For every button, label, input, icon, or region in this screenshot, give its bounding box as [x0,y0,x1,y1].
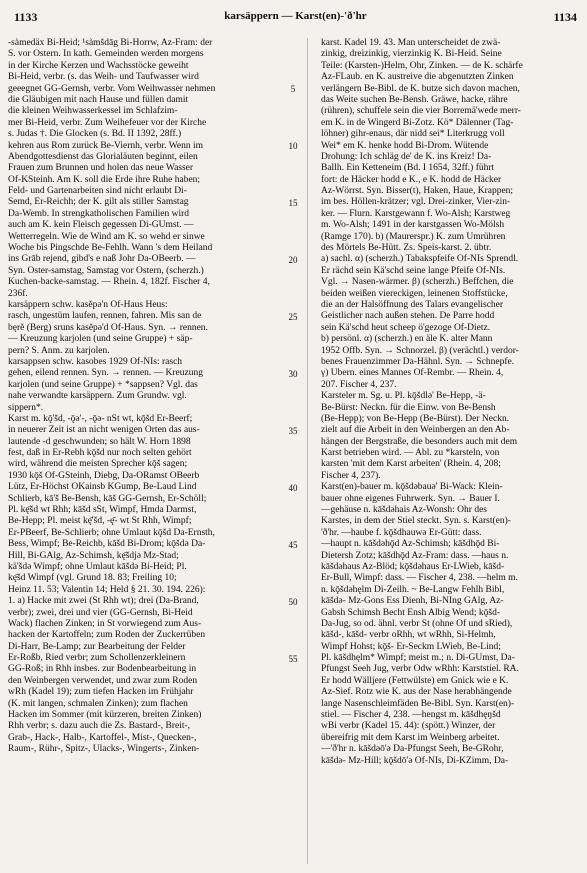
text-line: sippern*. [8,402,44,413]
text-line: sein Kä'schd heut scheep ö'gezoge Of-Dietz. [321,322,491,333]
text-line: Wei* em K. henke hodd Bi-Drom. Wütende [321,140,489,151]
text-line: karsäppern schw. kasĕpə'n Of-Haus Heus: [8,299,168,310]
page-header [14,10,577,28]
line-number: 30 [288,368,298,379]
line-number: 25 [288,311,298,322]
text-line: nahe verwandte karsäppern. Zum Grundw. vgl. [8,391,187,402]
text-line: Az-Wörrst. Syn. Bisser(t), Haken, Haue, Krappen; [321,186,514,197]
text-line: 1930 kǭš Of-GSteinh, Diebg, Da-ORamst OBeerb [8,470,200,481]
text-line: ins Grāb rejend, gibd's e naß Johr Da-OBeerb. — [8,254,196,265]
line-number: 55 [288,653,298,664]
text-line: geeegnet GG-Gernsh, verbr. Vom Weihwasser nehmen [8,83,216,94]
text-line: 'ð'hr. —haube f. kǭšdhauwə Er-Gütt: dass. [321,527,482,538]
text-line: lautende -d geschwunden; so hält W. Horn 1898 [8,436,191,447]
text-line: wRh (Kadel 19); zum tiefen Hacken im Frühjahr [8,687,194,698]
text-line: hängen der Bergstraße, die besonders auch mit dem [321,436,518,447]
text-line: karst. Kadel 19. 43. Man unterscheidet de zwä- [321,38,501,48]
text-line: Ballh. Ein Ketteneim (Bd. I 1654, 32ff.) führt [321,163,495,174]
text-line: Wetterregeln. Wie de Wind am K. so wehd er sinwe [8,231,205,242]
line-number: 40 [288,482,298,493]
text-line: benes Frauenzimmer Da-Hähnl. Syn. → Schnepfe. [321,356,515,367]
text-line: wird, während die meisten Sprecher kǭš sagen; [8,459,188,470]
text-line: —'ð'hr n. kāšdəō'ə Da-Pfungst Seeh, Be-GRohr, [321,744,504,755]
text-line: kāšdəhaus Az-Blöd; kǭšdəhaus Er-LWieb, kāšd- [321,561,505,572]
page-number-left: 1133 [14,10,38,24]
text-line: das Weite suchen Be-Bensh. Gräwe, hacke, rähre [321,94,508,105]
text-line: karsten 'mit dem Karst arbeiten' (Rhein. 4, 208; [321,459,501,470]
text-line: Teile: (Karsten-)Helm, Ohr, Zinken. — de K. schärfe [321,60,523,71]
text-line: Feld- und Gartenarbeiten sind nicht erlaubt Di- [8,186,187,197]
text-line: -sàmedäx Bi-Heid; ¹sàmšdāg Bi-Horrw, Az-Fram: der [8,38,213,48]
line-number: 15 [288,197,298,208]
line-number: 50 [288,596,298,607]
text-line: Az-FLaub. en K. austreive die abgenutzten Zinken [321,72,514,83]
text-line: Kuchen-backe-samstag. — Rhein. 4, 182f. Fischer 4, [8,277,210,288]
text-line: in der Kirche Kerzen und Wachsstöcke geweiht [8,60,189,71]
text-line: Heinz 11. 53; Valentin 14; Held § 21. 30. 194. 226): [8,584,206,595]
text-line: —gehäuse n. kāšdəhais Az-Wonsh: Ohr des [321,505,487,516]
text-line: Karst(en)-bauer m. kǭšdəbauə' Bi-Wack: Klein- [321,482,503,493]
text-line: 236f. [8,288,28,299]
text-line: karsappsen schw. kasobes 1929 Of-NIs: rasch [8,356,183,367]
text-line: Be-Hepp; Pl. meist kę̄'šd, -ę̄- wt St Rhh, Wimpf; [8,516,192,527]
text-line: Pl. kę̄šd wt Rhh; kāšd sSt, Wimpf, Hmda Darmst, [8,505,197,516]
text-line: Da-Wemb. In strengkatholischen Familien wird [8,208,190,219]
text-line: γ) Übern. eines Mannes Of-Rembr. — Rhein. 4, [321,368,504,379]
text-line: Wimpf Hohst; kǭš- Er-Seckm LWieb, Be-Lind; [321,641,501,652]
text-line: Frauen zum Brunnen und holen das neue Wasser [8,163,194,174]
text-line: die an der Halsöffnung des Talars evangelischer [321,299,504,310]
text-line: Schlierb, kā'š Be-Bensh, kāš GG-Gernsh, Er-Schöll; [8,493,207,504]
text-line: ker. — Flurn. Karstgewann f. Wo-Alsh; Karstweg [321,208,511,219]
text-line: Az-Sief. Rotz wie K. aus der Nase herabhängende [321,687,512,698]
text-line: stiel. — Fischer 4, 238. —hengst m. kāšdhęŋšd [321,710,501,721]
text-line: kāšd-, kāšd- verbr oRhh, wt wRhh, Si-Helmh, [321,630,496,641]
text-line: hacken der Kartoffeln; zum Roden der Zuckerrüben [8,630,206,641]
text-line: verbr); zwei, drei und vier (GG-Gernsh, Bi-Heid [8,607,193,618]
text-line: löhner) gihr-enaus, där nidd sei* Literkrugg voll [321,129,505,140]
text-line: Vgl. → Nasen-wärmer. β) (scherzh.) Beffchen, die [321,277,514,288]
text-line: 1952 Offb. Syn. → Schnorzel. β) (verächtl.) verdor- [321,345,519,356]
text-line: Hacken im Sommer (mit kürzeren, breiten Zinken) [8,710,202,721]
text-line: auch am K. kein Fleisch gegessen Di-GUmst. — [8,220,194,231]
text-line: Hill, Bi-GAlg, Az-Schimsh, kę̄šdjə Mz-Stad; [8,550,179,561]
text-line: Grab-, Hack-, Halb-, Kartoffel-, Mist-, Quecken-, [8,732,197,743]
text-line: fest, daß in Er-Rebh kǭšd nur noch selten gehört [8,448,192,459]
text-line: Bi-Heid, verbr. (s. das Weih- und Taufwasser wird [8,72,199,83]
text-line: karjolen (und seine Gruppe) + *sappsen? Vgl. das [8,379,198,390]
text-line: Karst betrieben wird. — Abl. zu *karsteln, von [321,448,500,459]
text-line: kä'šdə Wimpf; ohne Umlaut kāšdə Bi-Heid; Pl. [8,561,187,572]
text-line: Woche bis Pingschde Be-Fehlh. Wann 's dem Heiland [8,243,213,254]
text-line: (rühren), schuffele sein die vier Borremä'wede merr- [321,106,521,117]
text-line: Karsteler m. Sg. u. Pl. kǭšdlə' Be-Hepp, -ä- [321,391,486,402]
text-line: GG-Roß; in Rhh insbes. zur Bodenbearbeitung in [8,664,197,675]
text-line: mer Bi-Heid, verbr. Zum Weihefeuer vor der Kirche [8,117,207,128]
text-line: b) persönl. α) (scherzh.) en äle K. alter Mann [321,334,493,345]
text-line: bauer ohne eigenes Fuhrwerk. Syn. → Bauer I. [321,493,500,504]
text-line: im bes. Höllen-krätzer; vgl. Drei-zinker, Vier-zin- [321,197,511,208]
text-line: Rhh verbr; s. dazu auch die Zs. Bastard-, Breit-, [8,721,191,732]
text-line: S. vor Ostern. In kath. Gemeinden werden morgens [8,49,204,60]
text-line: Pl. kāšdhęlm* Wimpf; meist m.; n. Di-GUmst, Da- [321,653,515,664]
text-line: Bess, Wimpf; Be-Reichb, kāšd Bi-Drom; kǭšdə Da- [8,539,206,550]
text-line: Er rächd sein Kä'schd seine lange Pfeife Of-NIs. [321,265,506,276]
text-line: verlängern Be-Bibl. de K. butze sich davon machen, [321,83,520,94]
text-line: Dietersh Zotz; kāšdhǭd Az-Fram: dass. —haus n. [321,550,509,561]
text-line: pern? S. Anm. zu karjolen. [8,345,110,356]
text-line: des Mörtels Be-Hütt. Zs. Speis-karst. 2. übtr. [321,243,492,254]
text-line: bęrĕ (Berg) sruns kasĕpə'd Of-Haus. Syn. → rennen. [8,322,208,333]
text-line: (K. mit langen, schmalen Zinken); zum flachen [8,698,188,709]
text-line: kāšdə- Mz-Gons Ess Dienh, Bi-NIng GAlg, Az- [321,596,504,607]
text-line: s. Judas †. Die Glocken (s. Bd. II 1392, 28ff.) [8,129,182,140]
text-line: em K. in de Wingerd Bi-Zotz. Kö* Dälenner (Tag- [321,117,514,128]
text-line: den Weinbergen verwendet, und zwar zum Roden [8,675,198,686]
text-line: m. Wo-Alsh; 1491 in der karstgassen Wo-Mölsh [321,220,505,231]
line-number: 10 [288,140,298,151]
text-line: 1. a) Hacke mit zwei (St Rhh wt); drei (Da-Brand, [8,596,199,607]
text-line: n. kǭšdəhęlm Di-Zeilh. ~ Be-Langw Fehlh Bibl, [321,584,505,595]
text-line: rasch, ungestüm laufen, rennen, fahren. Mis san de [8,311,202,322]
text-line: die Gläubigen mit nach Hause und füllen damit [8,94,189,105]
left-column [8,38,266,756]
text-line: a) sachl. α) (scherzh.) Tabakspfeife Of-NIs Sprendl. [321,254,519,265]
text-line: Geistlicher nach außen stehen. De Parre hodd [321,311,495,322]
text-line: beiden weißen viereckigen, leinenen Stoffstücke, [321,288,508,299]
text-line: zielt auf die Arbeit in den Weinbergen an den Ab- [321,425,510,436]
line-number: 35 [288,425,298,436]
text-line: Semd, Er-Reichh; der K. gilt als stiller Samstag [8,197,189,208]
line-number: 20 [288,254,298,265]
text-line: — Kreuzung karjolen (und seine Gruppe) + säp- [8,334,193,345]
text-line: die kleinen Weihwasserkessel im Schlafzim- [8,106,178,117]
text-line: Er hodd Wälljere (Fettwülste) em Gnick wie e K. [321,675,509,686]
text-line: Fischer 4, 237). [321,470,381,481]
text-line: in neuerer Zeit ist an nicht wenigen Orten das aus- [8,425,200,436]
text-line: Raum-, Rühr-, Spitz-, Ulacks-, Wingerts-, Zinken- [8,744,200,755]
text-line: —haupt n. kāšdəhǭd Az-Schimsh; kāšdhǭd Bi- [321,539,500,550]
text-line: kehren aus Rom zurück Be-Viernh, verbr. Wenn im [8,140,204,151]
text-line: wBi verbr (Kadel 15. 44): (spött.) Winzer, der [321,721,496,732]
text-line: (Ramge 170). b) (Maurerspr.) K. zum Umrühren [321,231,506,242]
text-line: Syn. Oster-samstag, Samstag vor Ostern, (scherzh.) [8,265,204,276]
text-line: zinkig, dreizinkig, vierzinkig K. Bi-Heid. Seine [321,49,502,60]
text-line: Wack) flachen Zinken; in St vorwiegend zum Aus- [8,618,202,629]
text-line: lange Nasenschleimfäden Be-Bibl. Syn. Karst(en)- [321,698,515,709]
text-line: Be-Bürst: Neckn. für die Einw. von Be-Bensh [321,402,496,413]
text-line: Lütz, Er-Höchst OKainsb KGump, Be-Laud Lind [8,482,197,493]
column-divider [307,38,308,864]
text-line: übereifrig mit dem Karst im Weinberg arbeitet. [321,732,500,743]
text-line: Abendgottesdienst das Glorialäuten beginnt, eilen [8,151,198,162]
line-number: 45 [288,539,298,550]
text-line: Er-Bull, Wimpf: dass. — Fischer 4, 238. —helm m. [321,573,518,584]
line-number: 5 [290,83,296,94]
text-line: fort: de Häcker hodd e K., e K. hodd de Häcker [321,174,502,185]
text-line: kę̄šd Wimpf (vgl. Grund 18. 83; Freiling 10; [8,573,177,584]
page-number-right: 1134 [553,10,577,24]
text-line: Da-Jug, so od. ähnl. verbr St (ohne Of und sRied), [321,618,513,629]
text-line: Gabsh Schimsh Becht Ensh Albig Wend; kǭšd- [321,607,501,618]
running-title: karsäppern — Karst(en)-'ð'hr [224,10,367,22]
text-line: Er-Roßb, Ried verbr; zum Schollenzerkleinern [8,653,186,664]
text-line: 207. Fischer 4, 237. [321,379,397,390]
text-line: Karstes, in dem der Stiel steckt. Syn. s. Karst(en)- [321,516,511,527]
text-line: Pfungst Seeh Jug, verbr Odw wRhh: Karststiel. RA. [321,664,519,675]
text-line: gehen, eilend rennen. Syn. → rennen. — Kreuzung [8,368,203,379]
text-line: Karst m. kǭ'šd, -ǭə'-, -ǭə- nSt wt, kǭšd Er-Beerf; [8,413,193,424]
text-line: Drohung: Ich schläg de' de K. ins Kreiz! Da- [321,151,492,162]
text-line: kāšdə- Mz-Hill; kǭšdō'ə Of-NIs, Di-KZimm, Da- [321,755,509,766]
text-line: (Be-Hepp); von Be-Hepp (Be-Bürst). Der Neckn. [321,413,510,424]
text-line: Di-Harr, Be-Lamp; zur Bearbeitung der Felder [8,641,186,652]
right-column [321,38,577,767]
text-line: Er-PBeerf, Be-Schlierb; ohne Umlaut kǭšd Da-Ernsth, [8,527,215,538]
text-line: Of-KSteinh. Am K. soll die Erde ihre Ruhe haben; [8,174,201,185]
